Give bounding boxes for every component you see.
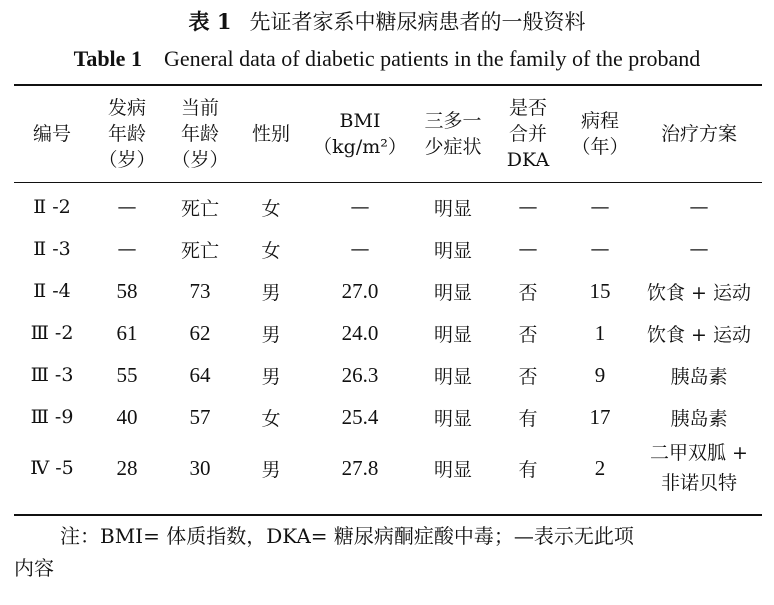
table-cell: Ⅲ -9 xyxy=(30,406,74,428)
table-cell: 胰岛素 xyxy=(670,365,728,388)
table-cell: 17 xyxy=(589,404,611,429)
table-cell: 明显 xyxy=(433,458,472,481)
column-header-line: 年龄 xyxy=(180,123,219,145)
table-title-cn-text: 先证者家系中糖尿病患者的一般资料 xyxy=(249,10,586,34)
column-header-line: 年龄 xyxy=(107,123,146,145)
table-cell: 男 xyxy=(261,458,281,481)
table-cell: 58 xyxy=(116,278,138,303)
column-header-line: DKA xyxy=(506,149,550,171)
column-header xyxy=(306,86,414,182)
table-cell: 明显 xyxy=(433,365,472,388)
table-cell: 明显 xyxy=(433,197,472,220)
table-cell: 饮食 + 运动 xyxy=(647,323,751,346)
column-header-line: 治疗方案 xyxy=(660,123,737,145)
table-cell: 明显 xyxy=(433,281,472,304)
table-header-row xyxy=(14,86,762,182)
footnote-line-1: 注：BMI= 体质指数，DKA= 糖尿病酮症酸中毒；—表示无此项 xyxy=(60,524,634,548)
column-header xyxy=(492,86,564,182)
footnote-line-2: 内容 xyxy=(14,556,54,580)
table-cell: 男 xyxy=(261,323,281,346)
table-cell: 28 xyxy=(116,455,138,480)
table-cell: 死亡 xyxy=(180,197,219,220)
table-row xyxy=(14,312,762,354)
table-label-en: Table 1 xyxy=(73,46,142,71)
table-row xyxy=(14,270,762,312)
table-cell: 否 xyxy=(518,323,538,346)
table-cell: 有 xyxy=(518,407,538,430)
column-header xyxy=(414,86,492,182)
table-cell: 24.0 xyxy=(341,320,379,345)
table-cell: Ⅲ -3 xyxy=(30,364,74,386)
table-cell: 9 xyxy=(594,362,606,387)
table-row xyxy=(14,438,762,498)
table-row xyxy=(14,396,762,438)
table-cell: 饮食 + 运动 xyxy=(647,281,751,304)
table-cell: 25.4 xyxy=(341,404,379,429)
table-cell: — xyxy=(117,238,137,260)
table-cell: Ⅱ -4 xyxy=(33,280,71,302)
table-cell: 27.8 xyxy=(341,455,379,480)
table-cell: 73 xyxy=(189,278,211,303)
table-cell: 死亡 xyxy=(180,239,219,262)
table-row xyxy=(14,182,762,228)
table-cell: 明显 xyxy=(433,239,472,262)
table-cell: 否 xyxy=(518,281,538,304)
table-cell: 明显 xyxy=(433,407,472,430)
table-cell: Ⅱ -3 xyxy=(33,238,71,260)
table-cell: 男 xyxy=(261,365,281,388)
column-header-line: 是否 xyxy=(508,97,547,119)
table-cell: — xyxy=(518,238,538,260)
table-cell: 否 xyxy=(518,365,538,388)
table-cell: 40 xyxy=(116,404,138,429)
column-header-line: 少症状 xyxy=(424,136,482,158)
patient-data-table xyxy=(14,86,762,498)
table-cell: 15 xyxy=(589,278,611,303)
table-title-en xyxy=(0,46,774,72)
column-header xyxy=(14,86,90,182)
table-cell: — xyxy=(350,196,370,218)
column-header-line: （kg/m²） xyxy=(313,136,407,158)
table-cell: Ⅳ -5 xyxy=(30,457,74,479)
table-cell: 55 xyxy=(116,362,138,387)
column-header xyxy=(90,86,164,182)
table-cell: — xyxy=(590,196,610,218)
table-cell: 26.3 xyxy=(341,362,379,387)
table-cell: — xyxy=(689,238,709,260)
table-cell: 胰岛素 xyxy=(670,407,728,430)
table-cell: 57 xyxy=(189,404,211,429)
table-cell: 30 xyxy=(189,455,211,480)
table-cell: 61 xyxy=(116,320,138,345)
table-body xyxy=(14,182,762,498)
bottom-rule xyxy=(14,514,762,516)
table-cell: 男 xyxy=(261,281,281,304)
table-row xyxy=(14,354,762,396)
column-header-line: 编号 xyxy=(32,123,71,145)
column-header xyxy=(636,86,762,182)
column-header-line: （岁） xyxy=(98,149,156,171)
table-cell: 有 xyxy=(518,458,538,481)
table-cell: 64 xyxy=(189,362,211,387)
column-header xyxy=(164,86,236,182)
column-header-line: （岁） xyxy=(171,149,229,171)
table-title-en-text: General data of diabetic patients in the family of the proband xyxy=(163,46,701,71)
table-label-cn: 表 1 xyxy=(188,9,232,34)
table-cell: 2 xyxy=(594,455,606,480)
table-cell: 女 xyxy=(261,197,281,220)
table-cell: 女 xyxy=(261,407,281,430)
table-cell: — xyxy=(518,196,538,218)
table-cell: — xyxy=(350,238,370,260)
column-header-line: 当前 xyxy=(180,97,219,119)
column-header-line: 三多一 xyxy=(424,110,482,132)
table-row xyxy=(14,228,762,270)
table-title-cn xyxy=(0,6,774,36)
table-cell: Ⅱ -2 xyxy=(33,196,71,218)
table-cell: 明显 xyxy=(433,323,472,346)
column-header-line: （年） xyxy=(571,136,629,158)
column-header-line: 病程 xyxy=(580,110,619,132)
table-cell: 二甲双胍 + 非诺贝特 xyxy=(650,442,748,494)
table-cell: — xyxy=(689,196,709,218)
table-cell: 女 xyxy=(261,239,281,262)
column-header xyxy=(236,86,306,182)
table-cell: Ⅲ -2 xyxy=(30,322,74,344)
column-header xyxy=(564,86,636,182)
table-cell: — xyxy=(590,238,610,260)
column-header-line: 性别 xyxy=(251,123,290,145)
column-header-line: 发病 xyxy=(107,97,146,119)
column-header-line: 合并 xyxy=(508,123,547,145)
table-footnote xyxy=(14,520,762,584)
table-cell: 1 xyxy=(594,320,606,345)
column-header-line: BMI xyxy=(339,110,381,132)
table-cell: 62 xyxy=(189,320,211,345)
table-cell: 27.0 xyxy=(341,278,379,303)
table-cell: — xyxy=(117,196,137,218)
